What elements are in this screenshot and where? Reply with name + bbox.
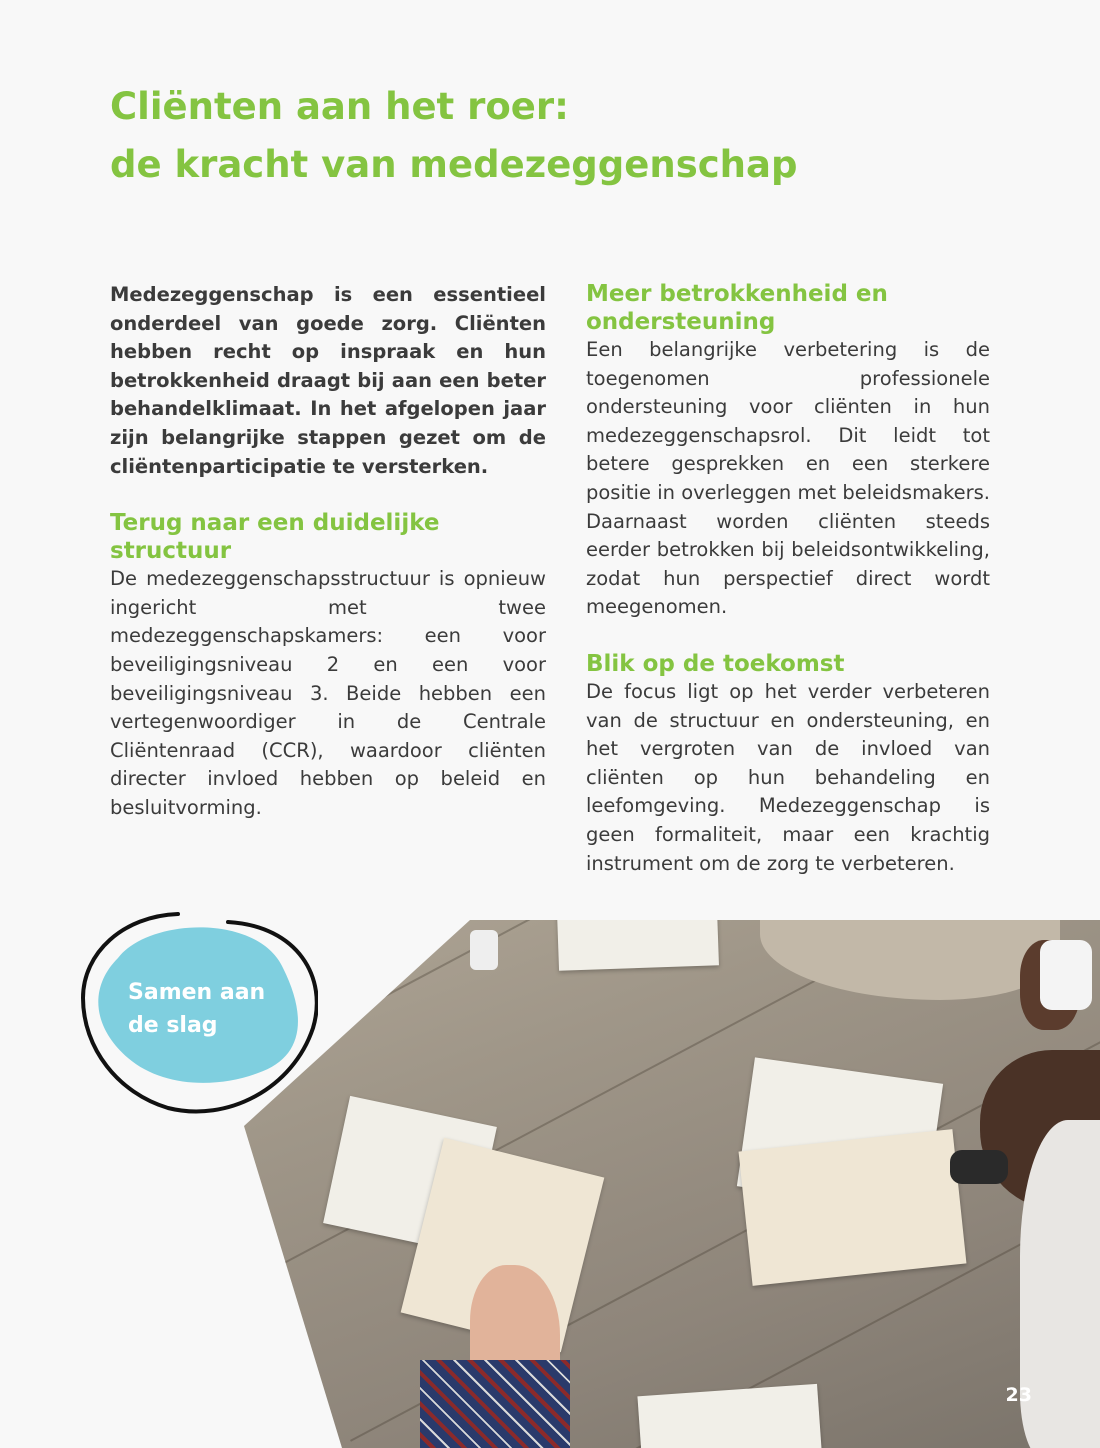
page-number: 23 (1005, 1384, 1032, 1406)
left-column (110, 281, 546, 823)
wristwatch (950, 1150, 1008, 1184)
badge-line-1: Samen aan (128, 980, 266, 1005)
person-body-top (760, 920, 1060, 1000)
section-heading-future: Blik op de toekomst (586, 650, 845, 677)
intro-paragraph: Medezeggenschap is een essentieel onderdeel van goede zorg. Cliënten hebben recht op inspraak en hun betrokkenheid draagt bij aan een beter behandelklimaat. In het afgelopen jaar zijn belangrijke stappen gezet om de cliëntenparticipatie te versterken. (110, 283, 546, 478)
document-paper (637, 1384, 822, 1448)
page-title (110, 78, 990, 194)
badge-text (128, 976, 288, 1042)
coffee-cup (1040, 940, 1092, 1010)
section-heading-structure: Terug naar een duidelijke structuur (110, 510, 440, 565)
title-line-1: Cliënten aan het roer: (110, 85, 569, 128)
section-body-future: De focus ligt op het verder verbeteren van de structuur en ondersteuning, en het vergroten van de invloed van cliënten op hun behandeling en leefomgeving. Medezeggenschap is geen formaliteit, maar een krachtig instrument om de zorg te verbeteren. (586, 679, 990, 875)
shirt-sleeve (1020, 1120, 1100, 1448)
title-line-2: de kracht van medezeggenschap (110, 143, 798, 186)
section-heading-support: Meer betrokkenheid en ondersteuning (586, 281, 888, 335)
document-paper (557, 920, 719, 971)
section-body-support: Een belangrijke verbetering is de toegenomen professionele ondersteuning voor cliënten in hun medezeggenschapsrol. Dit leidt tot betere gesprekken en een sterkere positie in overleggen met beleidsmakers. Daarnaast worden cliënten steeds eerder betrokken bij beleidsontwikkeling, zodat hun perspectief direct wordt meegenomen. (586, 338, 990, 619)
document-paper (739, 1129, 967, 1286)
section-body-structure: De medezeggenschapsstructuur is opnieuw ingericht met twee medezeggenschapskamers: een voor beveiligingsniveau 2 en een voor beveiligingsniveau 3. Beide hebben een vertegenwoordiger in de Centrale Cliëntenraad (CCR), waardoor cliënten directer invloed hebben op beleid en besluitvorming. (110, 567, 546, 819)
badge-line-2: de slag (128, 1013, 218, 1038)
white-cup (470, 930, 498, 970)
right-column (586, 280, 990, 878)
checked-sleeve (420, 1360, 570, 1448)
